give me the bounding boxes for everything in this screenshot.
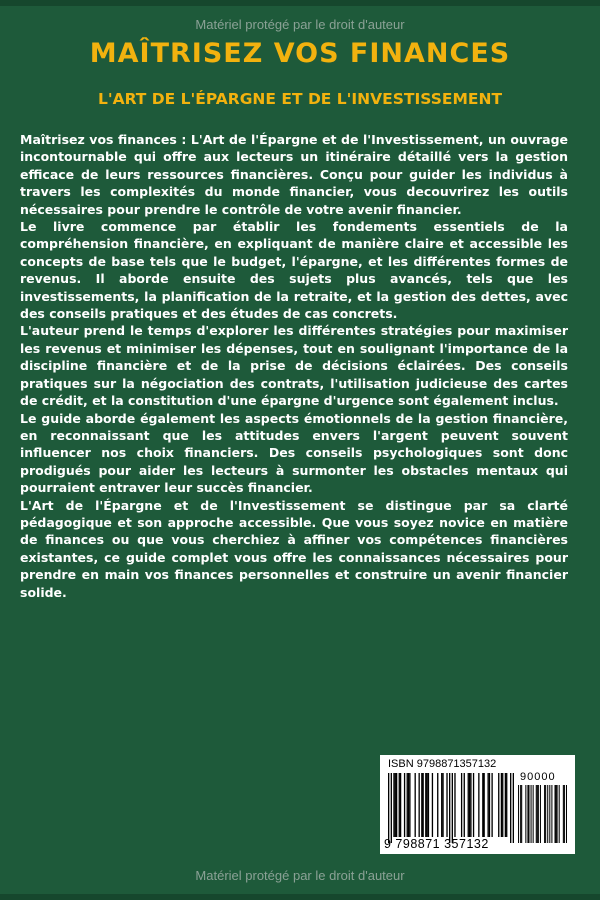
barcode-bar <box>478 773 479 837</box>
barcode-bar <box>464 773 465 837</box>
book-title: MAÎTRISEZ VOS FINANCES <box>89 38 511 69</box>
barcode-bar <box>510 773 511 843</box>
barcode-bar <box>391 773 392 843</box>
barcode-bar <box>540 785 541 843</box>
barcode-bar <box>551 785 552 843</box>
barcode-bar <box>473 773 474 837</box>
barcode-bar <box>419 773 420 837</box>
barcode-bar <box>547 785 548 843</box>
copyright-watermark-bottom: Matériel protégé par le droit d'auteur <box>195 868 405 883</box>
copyright-watermark-top: Matériel protégé par le droit d'auteur <box>195 17 405 32</box>
barcode-bar <box>400 773 401 837</box>
barcode-bar <box>544 785 545 843</box>
barcode-bar <box>501 773 502 837</box>
barcode-bar <box>396 773 397 837</box>
barcode-bar <box>536 785 537 843</box>
barcode-bar <box>489 773 490 837</box>
barcode-bar <box>446 773 447 837</box>
barcode-bar <box>528 785 529 843</box>
barcode-bar <box>518 785 519 843</box>
barcode-bar <box>415 773 416 837</box>
description-paragraph: L'auteur prend le temps d'explorer les différentes stratégies pour maximiser les revenus et minimiser les dépenses, tout en soulignant l'importance de la discipline financière et de la prise de décisions éclairées. Des conseils pratiques sur la négociation des contrats, l'utilisation judicieuse des cartes de crédit, et la constitution d'une épargne d'urgence sont également inclus. <box>20 323 568 409</box>
barcode-bar <box>428 773 429 837</box>
back-cover-description <box>20 131 568 601</box>
ean13-barcode <box>388 773 514 843</box>
description-paragraph: Maîtrisez vos finances : L'Art de l'Épargne et de l'Investissement, un ouvrage incontournable qui offre aux lecteurs un itinéraire détaillé vers la gestion efficace de leurs ressources financières. Conçu pour guider les individus à travers les complexités du monde financier, vous decouvrirez les outils nécessaires pour prendre le contrôle de votre avenir financier. <box>20 132 568 217</box>
barcode-bar <box>422 773 423 837</box>
barcode-bar <box>408 773 409 837</box>
barcode-bar <box>533 785 534 843</box>
barcode-bar <box>521 785 522 843</box>
barcode-bar <box>449 773 450 843</box>
barcode-bar <box>506 773 507 837</box>
barcode-bar <box>527 785 528 843</box>
barcode-bar <box>442 773 443 837</box>
barcode-bar <box>407 773 408 837</box>
barcode-bar <box>525 785 526 843</box>
barcode-bar <box>393 773 394 837</box>
barcode-bar <box>538 785 539 843</box>
barcode-bar <box>537 785 538 843</box>
barcode-bar <box>421 773 422 837</box>
barcode-bar <box>555 785 556 843</box>
cover-bottom-edge <box>0 894 600 900</box>
book-subtitle: L'ART DE L'ÉPARGNE ET DE L'INVESTISSEMENT <box>97 90 503 108</box>
barcode-digits: 9 798871 357132 <box>384 837 489 851</box>
barcode-bar <box>531 785 532 843</box>
addon-barcode <box>517 785 567 843</box>
barcode-bar <box>557 785 558 843</box>
barcode-bar <box>426 773 427 837</box>
barcode-bar <box>563 785 564 843</box>
barcode-bar <box>409 773 410 837</box>
barcode-bar <box>425 773 426 837</box>
description-paragraph: Le guide aborde également les aspects émotionnels de la gestion financière, en reconnaissant que les attitudes envers l'argent peuvent souvent influencer nos choix financiers. Des conseils psychologiques sont donc prodigués pour aider les lecteurs à surmonter les obstacles mentaux qui pourraient entraver leur succès financier. <box>20 410 568 496</box>
barcode-bar <box>498 773 499 837</box>
barcode-bar <box>404 773 405 837</box>
barcode-bar <box>564 785 565 843</box>
barcode-bar <box>470 773 471 837</box>
barcode-bar <box>432 773 433 837</box>
barcode-bar <box>395 773 396 837</box>
barcode-bar <box>487 773 488 837</box>
barcode-bar <box>545 785 546 843</box>
barcode-bar <box>549 785 550 843</box>
barcode-bar <box>556 785 557 843</box>
barcode-bar <box>513 773 514 843</box>
barcode-bar <box>461 773 462 837</box>
barcode-bar <box>559 785 560 843</box>
barcode-bar <box>468 773 469 837</box>
barcode-bar <box>505 773 506 837</box>
barcode-bar <box>491 773 492 837</box>
barcode-bar <box>441 773 442 837</box>
barcode-bar <box>502 773 503 837</box>
barcode-bar <box>399 773 400 837</box>
barcode-bar <box>437 773 438 837</box>
description-paragraph: Le livre commence par établir les fondements essentiels de la compréhension financière, en expliquant de manière claire et accessible les concepts de base tels que le budget, l'épargne, et les différentes formes de revenus. Il aborde ensuite des sujets plus avancés, tels que les investissements, la planification de la retraite, et la gestion des dettes, avec des conseils pratiques et des études de cas concrets. <box>20 219 568 322</box>
barcode-bar <box>452 773 453 843</box>
price-addon-digits: 90000 <box>520 771 556 783</box>
description-paragraph: L'Art de l'Épargne et de l'Investissement se distingue par sa clarté pédagogique et son approche accessible. Que vous soyez novice en matière de finances ou que vous cherchiez à affiner vos compétences financières existantes, ce guide complet vous offre les connaissances nécessaires pour prendre en main vos finances personnelles et construire un avenir financier solide. <box>20 497 568 600</box>
barcode-bar <box>520 785 521 843</box>
barcode-bar <box>469 773 470 837</box>
isbn-label: ISBN 9798871357132 <box>388 758 497 770</box>
barcode-bar <box>483 773 484 837</box>
barcode-bar <box>482 773 483 837</box>
isbn-barcode-box <box>380 755 575 854</box>
barcode-bar <box>388 773 389 843</box>
barcode-bar <box>454 773 455 837</box>
cover-top-edge <box>0 0 600 6</box>
barcode-bar <box>566 785 567 843</box>
